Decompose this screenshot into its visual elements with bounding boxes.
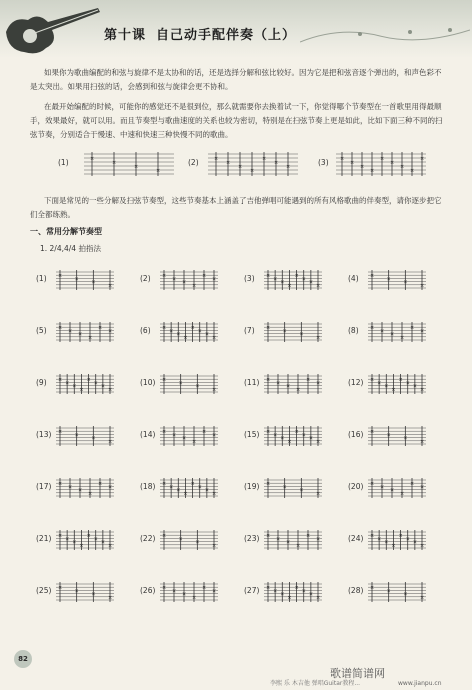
note-mark: × bbox=[370, 429, 375, 436]
note-mark: × bbox=[403, 591, 408, 598]
note-mark: × bbox=[266, 481, 271, 488]
note-mark: × bbox=[88, 490, 93, 497]
note-mark: × bbox=[176, 487, 181, 494]
note-mark: × bbox=[420, 282, 425, 289]
note-mark: × bbox=[370, 273, 375, 280]
note-mark: × bbox=[74, 432, 79, 439]
pattern-tab bbox=[56, 424, 114, 446]
note-mark: × bbox=[204, 331, 210, 338]
note-mark: × bbox=[162, 533, 167, 540]
note-mark: × bbox=[370, 481, 375, 488]
note-mark: × bbox=[212, 542, 217, 549]
note-mark: × bbox=[79, 386, 84, 393]
note-mark: × bbox=[182, 435, 187, 442]
pattern-label: (18) bbox=[140, 482, 156, 491]
note-mark: × bbox=[68, 328, 73, 335]
note-mark: × bbox=[262, 156, 267, 162]
note-mark: × bbox=[162, 585, 167, 592]
pattern-label: (27) bbox=[244, 586, 260, 595]
pattern-tab bbox=[264, 476, 322, 498]
note-mark: × bbox=[377, 380, 382, 387]
note-mark: × bbox=[91, 279, 96, 286]
note-mark: × bbox=[108, 594, 113, 601]
note-mark: × bbox=[405, 380, 410, 387]
note-mark: × bbox=[286, 539, 291, 546]
note-mark: × bbox=[212, 386, 217, 393]
note-mark: × bbox=[370, 585, 375, 592]
pattern-label: (21) bbox=[36, 534, 52, 543]
note-mark: × bbox=[192, 282, 197, 289]
note-mark: × bbox=[212, 588, 217, 595]
note-mark: × bbox=[72, 539, 77, 546]
note-mark: × bbox=[266, 377, 271, 384]
site-logo: 歌谱简谱网 bbox=[330, 667, 385, 680]
strum-example-2 bbox=[208, 150, 298, 178]
note-mark: × bbox=[78, 331, 83, 338]
decorative-notes-icon bbox=[300, 22, 470, 48]
note-mark: × bbox=[340, 156, 345, 162]
note-mark: × bbox=[58, 533, 63, 540]
note-mark: × bbox=[212, 432, 217, 439]
note-mark: × bbox=[400, 164, 405, 170]
note-mark: × bbox=[197, 328, 202, 335]
pattern-label: (7) bbox=[244, 326, 255, 335]
note-mark: × bbox=[178, 380, 183, 387]
pattern-tab bbox=[264, 372, 322, 394]
pattern-tab bbox=[56, 268, 114, 290]
note-mark: × bbox=[202, 273, 207, 280]
note-mark: × bbox=[112, 160, 117, 166]
paragraph-2: 在最开始编配的时候，可能你的感觉还不是很到位，那么就需要你去换着试一下，你觉得哪个节奏型在一首歌里用得最顺手，效果最好，就可以用。而且节奏型与歌曲速度的关系也较为密切，特别是在扫弦节奏上更是如此，比如下面三种不同的扫弦节奏，分别适合于慢速、中速和快速三种快慢不同的歌曲。 bbox=[30, 102, 443, 139]
pattern-label: (1) bbox=[36, 274, 47, 283]
note-mark: × bbox=[86, 533, 91, 540]
note-mark: × bbox=[360, 164, 365, 170]
note-mark: × bbox=[280, 435, 285, 442]
note-mark: × bbox=[316, 438, 321, 445]
lesson-number: 第十课 bbox=[104, 28, 147, 43]
note-mark: × bbox=[391, 542, 396, 549]
note-mark: × bbox=[282, 484, 287, 491]
note-mark: × bbox=[74, 276, 79, 283]
pattern-tab bbox=[56, 320, 114, 342]
pattern-label: (3) bbox=[244, 274, 255, 283]
note-mark: × bbox=[58, 429, 63, 436]
note-mark: × bbox=[420, 386, 425, 393]
note-mark: × bbox=[93, 380, 98, 387]
note-mark: × bbox=[316, 334, 321, 341]
paragraph-3: 下面是常见的一些分解及扫弦节奏型，这些节奏基本上涵盖了吉他弹唱可能遇到的所有风格歌曲的伴奏型，请你逐步把它们全都练熟。 bbox=[30, 196, 442, 219]
note-mark: × bbox=[98, 481, 103, 488]
note-mark: × bbox=[294, 273, 299, 280]
note-mark: × bbox=[405, 536, 410, 543]
note-mark: × bbox=[172, 588, 177, 595]
note-mark: × bbox=[380, 156, 385, 162]
note-mark: × bbox=[90, 156, 95, 162]
note-mark: × bbox=[88, 334, 93, 341]
note-mark: × bbox=[182, 591, 187, 598]
note-mark: × bbox=[420, 594, 425, 601]
note-mark: × bbox=[286, 383, 291, 390]
note-mark: × bbox=[398, 377, 403, 384]
note-mark: × bbox=[301, 276, 306, 283]
note-mark: × bbox=[212, 276, 217, 283]
note-mark: × bbox=[412, 383, 418, 390]
note-mark: × bbox=[162, 429, 167, 436]
note-mark: × bbox=[403, 279, 408, 286]
note-mark: × bbox=[308, 279, 314, 286]
note-mark: × bbox=[380, 328, 385, 335]
note-mark: × bbox=[195, 539, 200, 546]
note-mark: × bbox=[93, 536, 98, 543]
pattern-tab bbox=[160, 580, 218, 602]
note-mark: × bbox=[380, 484, 385, 491]
note-mark: × bbox=[384, 539, 389, 546]
note-mark: × bbox=[58, 377, 63, 384]
pattern-label: (6) bbox=[140, 326, 151, 335]
pattern-label: (28) bbox=[348, 586, 364, 595]
pattern-tab bbox=[160, 424, 218, 446]
pattern-label: (2) bbox=[140, 274, 151, 283]
pattern-tab bbox=[160, 476, 218, 498]
pattern-tab bbox=[56, 528, 114, 550]
note-mark: × bbox=[58, 325, 63, 332]
note-mark: × bbox=[420, 542, 425, 549]
note-mark: × bbox=[100, 539, 106, 546]
note-mark: × bbox=[316, 594, 321, 601]
note-mark: × bbox=[280, 279, 285, 286]
note-mark: × bbox=[296, 542, 301, 549]
note-mark: × bbox=[306, 377, 311, 384]
pattern-tab bbox=[160, 372, 218, 394]
note-mark: × bbox=[78, 487, 83, 494]
note-mark: × bbox=[79, 542, 84, 549]
note-mark: × bbox=[273, 432, 278, 439]
note-mark: × bbox=[68, 484, 73, 491]
pattern-tab bbox=[368, 476, 426, 498]
note-mark: × bbox=[286, 164, 291, 170]
pattern-tab bbox=[56, 580, 114, 602]
pattern-label: (15) bbox=[244, 430, 260, 439]
note-mark: × bbox=[370, 533, 375, 540]
note-mark: × bbox=[214, 156, 219, 162]
note-mark: × bbox=[266, 325, 271, 332]
note-mark: × bbox=[108, 542, 113, 549]
note-mark: × bbox=[316, 490, 321, 497]
note-mark: × bbox=[172, 276, 177, 283]
note-mark: × bbox=[190, 481, 195, 488]
pattern-label: (9) bbox=[36, 378, 47, 387]
note-mark: × bbox=[400, 490, 405, 497]
note-mark: × bbox=[172, 432, 177, 439]
note-mark: × bbox=[350, 160, 355, 166]
note-mark: × bbox=[162, 377, 167, 384]
note-mark: × bbox=[108, 386, 113, 393]
strum-example-label-2: (2) bbox=[188, 158, 199, 167]
pattern-tab bbox=[264, 320, 322, 342]
note-mark: × bbox=[420, 484, 425, 491]
pattern-label: (16) bbox=[348, 430, 364, 439]
note-mark: × bbox=[176, 331, 181, 338]
note-mark: × bbox=[250, 168, 255, 174]
note-mark: × bbox=[156, 168, 161, 174]
note-mark: × bbox=[412, 539, 418, 546]
pattern-label: (5) bbox=[36, 326, 47, 335]
pattern-tab bbox=[368, 320, 426, 342]
note-mark: × bbox=[370, 168, 375, 174]
note-mark: × bbox=[98, 325, 103, 332]
lesson-title bbox=[104, 24, 306, 43]
note-mark: × bbox=[266, 429, 271, 436]
note-mark: × bbox=[86, 377, 91, 384]
note-mark: × bbox=[108, 438, 113, 445]
pattern-tab bbox=[264, 424, 322, 446]
note-mark: × bbox=[183, 490, 188, 497]
note-mark: × bbox=[299, 487, 304, 494]
pattern-label: (14) bbox=[140, 430, 156, 439]
pattern-label: (26) bbox=[140, 586, 156, 595]
note-mark: × bbox=[282, 328, 287, 335]
note-mark: × bbox=[316, 536, 321, 543]
paragraph-1: 如果你为歌曲编配的和弦与旋律不是太协和的话，还是选择分解和弦比较好。因为它是把和弦音逐个弹出的，和声色彩不是太突出。如果用扫弦的话，会感到和弦与旋律会更不协和。 bbox=[30, 68, 442, 91]
note-mark: × bbox=[266, 533, 271, 540]
pattern-tab bbox=[368, 580, 426, 602]
note-mark: × bbox=[390, 487, 395, 494]
note-mark: × bbox=[162, 273, 167, 280]
pattern-label: (23) bbox=[244, 534, 260, 543]
note-mark: × bbox=[390, 160, 395, 166]
pattern-tab bbox=[368, 424, 426, 446]
note-mark: × bbox=[386, 588, 391, 595]
note-mark: × bbox=[58, 273, 63, 280]
note-mark: × bbox=[301, 588, 306, 595]
note-mark: × bbox=[299, 331, 304, 338]
note-mark: × bbox=[190, 325, 195, 332]
pattern-tab bbox=[368, 372, 426, 394]
note-mark: × bbox=[398, 533, 403, 540]
note-mark: × bbox=[301, 432, 306, 439]
note-mark: × bbox=[65, 536, 70, 543]
strum-example-1 bbox=[84, 150, 174, 178]
strum-example-label-1: (1) bbox=[58, 158, 69, 167]
note-mark: × bbox=[204, 487, 210, 494]
note-mark: × bbox=[420, 328, 425, 335]
pattern-label: (25) bbox=[36, 586, 52, 595]
pattern-label: (12) bbox=[348, 378, 364, 387]
note-mark: × bbox=[58, 585, 63, 592]
note-mark: × bbox=[410, 481, 415, 488]
note-mark: × bbox=[296, 386, 301, 393]
note-mark: × bbox=[384, 383, 389, 390]
pattern-label: (4) bbox=[348, 274, 359, 283]
note-mark: × bbox=[192, 594, 197, 601]
note-mark: × bbox=[58, 481, 63, 488]
note-mark: × bbox=[280, 591, 285, 598]
pattern-tab bbox=[160, 268, 218, 290]
section-heading: 一、常用分解节奏型 bbox=[30, 227, 102, 236]
site-url: www.jianpu.cn bbox=[398, 680, 442, 687]
pattern-label: (20) bbox=[348, 482, 364, 491]
pattern-label: (8) bbox=[348, 326, 359, 335]
pattern-tab bbox=[264, 268, 322, 290]
note-mark: × bbox=[226, 160, 231, 166]
note-mark: × bbox=[276, 536, 281, 543]
note-mark: × bbox=[266, 273, 271, 280]
footer-note: 李熙 乐 木吉他 弹唱Guitar教程... bbox=[270, 680, 361, 687]
strum-example-3 bbox=[336, 150, 426, 178]
note-mark: × bbox=[400, 334, 405, 341]
note-mark: × bbox=[287, 438, 292, 445]
note-mark: × bbox=[202, 585, 207, 592]
note-mark: × bbox=[266, 585, 271, 592]
pattern-tab bbox=[160, 528, 218, 550]
note-mark: × bbox=[410, 168, 415, 174]
pattern-tab bbox=[160, 320, 218, 342]
note-mark: × bbox=[370, 377, 375, 384]
note-mark: × bbox=[287, 594, 292, 601]
page-number: 82 bbox=[14, 650, 32, 668]
note-mark: × bbox=[65, 380, 70, 387]
note-mark: × bbox=[308, 435, 314, 442]
note-mark: × bbox=[162, 325, 167, 332]
note-mark: × bbox=[162, 481, 167, 488]
note-mark: × bbox=[197, 484, 202, 491]
note-mark: × bbox=[294, 429, 299, 436]
note-mark: × bbox=[178, 536, 183, 543]
note-mark: × bbox=[192, 438, 197, 445]
pattern-label: (11) bbox=[244, 378, 260, 387]
note-mark: × bbox=[212, 334, 217, 341]
note-mark: × bbox=[74, 588, 79, 595]
note-mark: × bbox=[386, 276, 391, 283]
strum-example-label-3: (3) bbox=[318, 158, 329, 167]
note-mark: × bbox=[273, 276, 278, 283]
note-mark: × bbox=[134, 164, 139, 170]
pattern-label: (17) bbox=[36, 482, 52, 491]
pattern-label: (24) bbox=[348, 534, 364, 543]
note-mark: × bbox=[195, 383, 200, 390]
pattern-label: (10) bbox=[140, 378, 156, 387]
note-mark: × bbox=[316, 282, 321, 289]
lesson-name: 自己动手配伴奏（上） bbox=[156, 28, 297, 43]
note-mark: × bbox=[391, 386, 396, 393]
note-mark: × bbox=[420, 438, 425, 445]
pattern-tab bbox=[264, 528, 322, 550]
pattern-label: (19) bbox=[244, 482, 260, 491]
subsection-heading: 1. 2/4,4/4 拍指法 bbox=[40, 244, 101, 253]
note-mark: × bbox=[108, 282, 113, 289]
note-mark: × bbox=[420, 156, 425, 162]
note-mark: × bbox=[100, 383, 106, 390]
note-mark: × bbox=[183, 334, 188, 341]
note-mark: × bbox=[108, 328, 113, 335]
note-mark: × bbox=[169, 484, 174, 491]
guitar-icon bbox=[2, 2, 102, 58]
note-mark: × bbox=[169, 328, 174, 335]
note-mark: × bbox=[410, 325, 415, 332]
pattern-tab bbox=[264, 580, 322, 602]
note-mark: × bbox=[182, 279, 187, 286]
note-mark: × bbox=[316, 380, 321, 387]
note-mark: × bbox=[72, 383, 77, 390]
note-mark: × bbox=[403, 435, 408, 442]
note-mark: × bbox=[287, 282, 292, 289]
pattern-tab bbox=[368, 268, 426, 290]
note-mark: × bbox=[238, 164, 243, 170]
pattern-tab bbox=[56, 372, 114, 394]
note-mark: × bbox=[370, 325, 375, 332]
note-mark: × bbox=[273, 588, 278, 595]
pattern-label: (22) bbox=[140, 534, 156, 543]
note-mark: × bbox=[274, 160, 279, 166]
note-mark: × bbox=[308, 591, 314, 598]
note-mark: × bbox=[91, 435, 96, 442]
note-mark: × bbox=[276, 380, 281, 387]
note-mark: × bbox=[377, 536, 382, 543]
note-mark: × bbox=[91, 591, 96, 598]
note-mark: × bbox=[386, 432, 391, 439]
note-mark: × bbox=[294, 585, 299, 592]
note-mark: × bbox=[306, 533, 311, 540]
pattern-label: (13) bbox=[36, 430, 52, 439]
note-mark: × bbox=[202, 429, 207, 436]
note-mark: × bbox=[390, 331, 395, 338]
pattern-tab bbox=[368, 528, 426, 550]
pattern-tab bbox=[56, 476, 114, 498]
note-mark: × bbox=[108, 484, 113, 491]
note-mark: × bbox=[212, 490, 217, 497]
page-header bbox=[0, 0, 472, 58]
